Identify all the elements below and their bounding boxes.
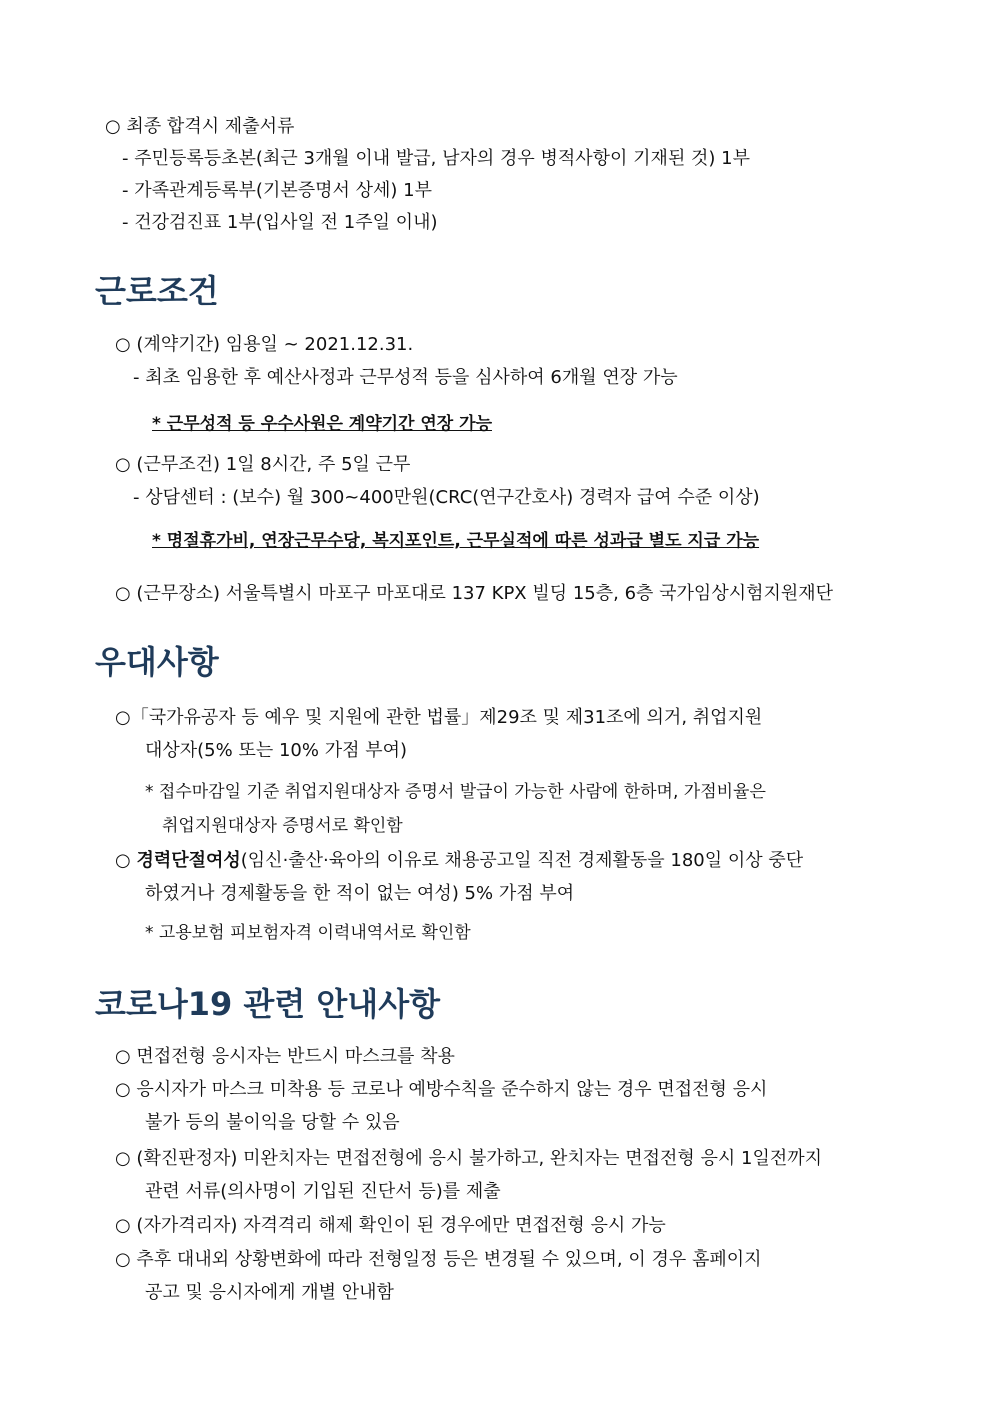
- contract-note: * 근무성적 등 우수사원은 계약기간 연장 가능: [152, 414, 492, 434]
- corona-item-5-line-2: 공고 및 응시자에게 개별 안내함: [145, 1282, 394, 1303]
- preference-1-note-1: * 접수마감일 기준 취업지원대상자 증명서 발급이 가능한 사람에 한하며, 가점비율은: [145, 782, 766, 802]
- corona-item-2-line-2: 불가 등의 불이익을 당할 수 있음: [145, 1112, 400, 1133]
- contract-period: ○ (계약기간) 임용일 ~ 2021.12.31.: [115, 334, 414, 355]
- preference-1-line-2: 대상자(5% 또는 10% 가점 부여): [145, 740, 407, 761]
- contract-extension: - 최초 임용한 후 예산사정과 근무성적 등을 심사하여 6개월 연장 가능: [133, 367, 678, 388]
- corona-item-1: ○ 면접전형 응시자는 반드시 마스크를 착용: [115, 1046, 455, 1067]
- salary-info: - 상담센터 : (보수) 월 300~400만원(CRC(연구간호사) 경력자 급여 수준 이상): [133, 487, 760, 508]
- corona-item-2-line-1: ○ 응시자가 마스크 미착용 등 코로나 예방수칙을 준수하지 않는 경우 면접전형 응시: [115, 1079, 768, 1100]
- preference-1-note-2: 취업지원대상자 증명서로 확인함: [162, 816, 403, 836]
- preference-2-note: * 고용보험 피보험자격 이력내역서로 확인함: [145, 923, 471, 943]
- preference-2-line-1-rest: (임신·출산·육아의 이유로 채용공고일 직전 경제활동을 180일 이상 중단: [240, 850, 804, 871]
- preference-1-line-1: ○「국가유공자 등 예우 및 지원에 관한 법률」제29조 및 제31조에 의거, 취업지원: [115, 707, 763, 728]
- work-hours: ○ (근무조건) 1일 8시간, 주 5일 근무: [115, 454, 411, 475]
- section-heading-work-conditions: 근로조건: [95, 272, 219, 310]
- benefits-note: * 명절휴가비, 연장근무수당, 복지포인트, 근무실적에 따른 성과급 별도 지급 가능: [152, 531, 760, 551]
- corona-item-3-line-1: ○ (확진판정자) 미완치자는 면접전형에 응시 불가하고, 완치자는 면접전형 응시 1일전까지: [115, 1148, 822, 1169]
- corona-item-4: ○ (자가격리자) 자격격리 해제 확인이 된 경우에만 면접전형 응시 가능: [115, 1215, 666, 1236]
- section-heading-preference: 우대사항: [95, 643, 219, 681]
- final-docs-item-3: - 건강검진표 1부(입사일 전 1주일 이내): [122, 212, 438, 233]
- final-docs-title: ○ 최종 합격시 제출서류: [105, 116, 295, 137]
- corona-item-3-line-2: 관련 서류(의사명이 기입된 진단서 등)를 제출: [145, 1181, 501, 1202]
- work-place: ○ (근무장소) 서울특별시 마포구 마포대로 137 KPX 빌딩 15층, 6층 국가임상시험지원재단: [115, 583, 834, 604]
- final-docs-item-2: - 가족관계등록부(기본증명서 상세) 1부: [122, 180, 432, 201]
- preference-2-line-2: 하였거나 경제활동을 한 적이 없는 여성) 5% 가점 부여: [145, 883, 575, 904]
- corona-item-5-line-1: ○ 추후 대내외 상황변화에 따라 전형일정 등은 변경될 수 있으며, 이 경우 홈페이지: [115, 1249, 762, 1270]
- final-docs-item-1: - 주민등록등초본(최근 3개월 이내 발급, 남자의 경우 병적사항이 기재된 것) 1부: [122, 148, 751, 169]
- section-heading-corona: 코로나19 관련 안내사항: [95, 985, 441, 1023]
- preference-2-line-1: ○ 경력단절여성(임신·출산·육아의 이유로 채용공고일 직전 경제활동을 180일 이상 중단: [115, 850, 804, 871]
- career-break-women-label: 경력단절여성: [136, 850, 241, 871]
